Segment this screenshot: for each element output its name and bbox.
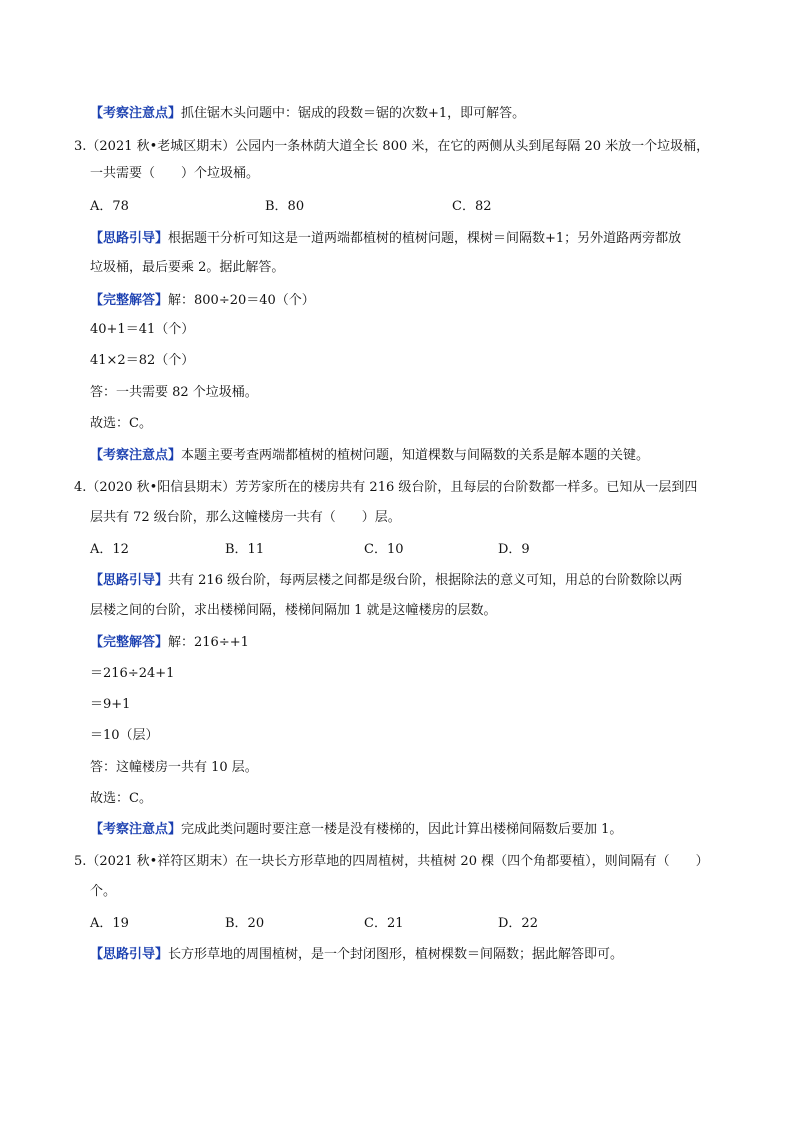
- q3-note-text: 本题主要考查两端都植树的植树问题，知道棵数与间隔数的关系是解本题的关键。: [181, 448, 650, 463]
- note-tag: 【考察注意点】: [90, 822, 182, 837]
- q3-line1: 3.（2021 秋•老城区期末）公园内一条林荫大道全长 800 米，在它的两侧从头到尾每隔 20 米放一个垃圾桶，: [74, 139, 710, 154]
- q3-note: [90, 446, 649, 466]
- q4-note-text: 完成此类问题时要注意一楼是没有楼梯的，因此计算出楼梯间隔数后要加 1。: [181, 822, 623, 837]
- q3-hint-text1: 根据题干分析可知这是一道两端都植树的植树问题，棵树＝间隔数+1；另外道路两旁都放: [168, 231, 682, 246]
- q5-hint-line1: [90, 945, 623, 965]
- answer-tag: 【完整解答】: [90, 293, 169, 308]
- q5-option-b: B．20: [225, 916, 265, 931]
- q4-option-c: C．10: [364, 542, 404, 557]
- q4-hint-line1: [90, 571, 682, 591]
- q4-solution-line3: ＝9+1: [90, 697, 131, 712]
- q4-note: [90, 820, 622, 840]
- q4-option-b: B．11: [225, 542, 265, 557]
- q4-solution-line6: 故选：C。: [90, 791, 152, 806]
- q3-solution-line5: 故选：C。: [90, 416, 152, 431]
- hint-tag: 【思路引导】: [90, 947, 169, 962]
- hint-tag: 【思路引导】: [90, 573, 169, 588]
- q3-option-c: C．82: [452, 199, 492, 214]
- q5-hint-text1: 长方形草地的周围植树，是一个封闭图形，植树棵数＝间隔数；据此解答即可。: [168, 947, 624, 962]
- q4-hint-line2: 层楼之间的台阶，求出楼梯间隔，楼梯间隔加 1 就是这幢楼房的层数。: [90, 603, 497, 618]
- answer-tag: 【完整解答】: [90, 635, 169, 650]
- q3-hint-line2: 垃圾桶，最后要乘 2。据此解答。: [90, 260, 285, 275]
- top-note: [90, 104, 525, 124]
- q4-solution-line4: ＝10（层）: [90, 728, 159, 743]
- q4-line1: 4.（2020 秋•阳信县期末）芳芳家所在的楼房共有 216 级台阶，且每层的台阶数都一样多。已知从一层到四: [74, 480, 698, 495]
- note-tag: 【考察注意点】: [90, 106, 182, 121]
- note-tag: 【考察注意点】: [90, 448, 182, 463]
- q3-solution-line3: 41×2＝82（个）: [90, 353, 195, 368]
- q3-option-b: B．80: [265, 199, 305, 214]
- q5-line1: 5.（2021 秋•祥符区期末）在一块长方形草地的四周植树，共植树 20 棵（四个角都要植），则间隔有（ ）: [74, 854, 709, 869]
- q5-line2: 个。: [90, 884, 117, 899]
- hint-tag: 【思路引导】: [90, 231, 169, 246]
- q5-option-a: A．19: [90, 916, 129, 931]
- q4-line2: 层共有 72 级台阶，那么这幢楼房一共有（ ）层。: [90, 510, 401, 525]
- q4-solution-text1: 解：216÷+1: [168, 635, 249, 650]
- q3-line2: 一共需要（ ）个垃圾桶。: [90, 166, 260, 181]
- q4-solution-line5: 答：这幢楼房一共有 10 层。: [90, 760, 258, 775]
- top-note-text: 抓住锯木头问题中：锯成的段数＝锯的次数+1，即可解答。: [181, 106, 526, 121]
- q3-solution-text1: 解：800÷20＝40（个）: [168, 293, 315, 308]
- q4-hint-text1: 共有 216 级台阶，每两层楼之间都是级台阶，根据除法的意义可知，用总的台阶数除以两: [168, 573, 683, 588]
- q5-option-d: D．22: [498, 916, 538, 931]
- q3-solution-line1: [90, 291, 315, 311]
- q3-solution-line2: 40+1＝41（个）: [90, 322, 195, 337]
- q5-option-c: C．21: [364, 916, 404, 931]
- q3-solution-line4: 答：一共需要 82 个垃圾桶。: [90, 385, 258, 400]
- q3-hint-line1: [90, 229, 681, 249]
- q4-solution-line2: ＝216÷24+1: [90, 666, 175, 681]
- q4-solution-line1: [90, 633, 249, 653]
- q4-option-a: A．12: [90, 542, 129, 557]
- q4-option-d: D．9: [498, 542, 530, 557]
- q3-option-a: A．78: [90, 199, 129, 214]
